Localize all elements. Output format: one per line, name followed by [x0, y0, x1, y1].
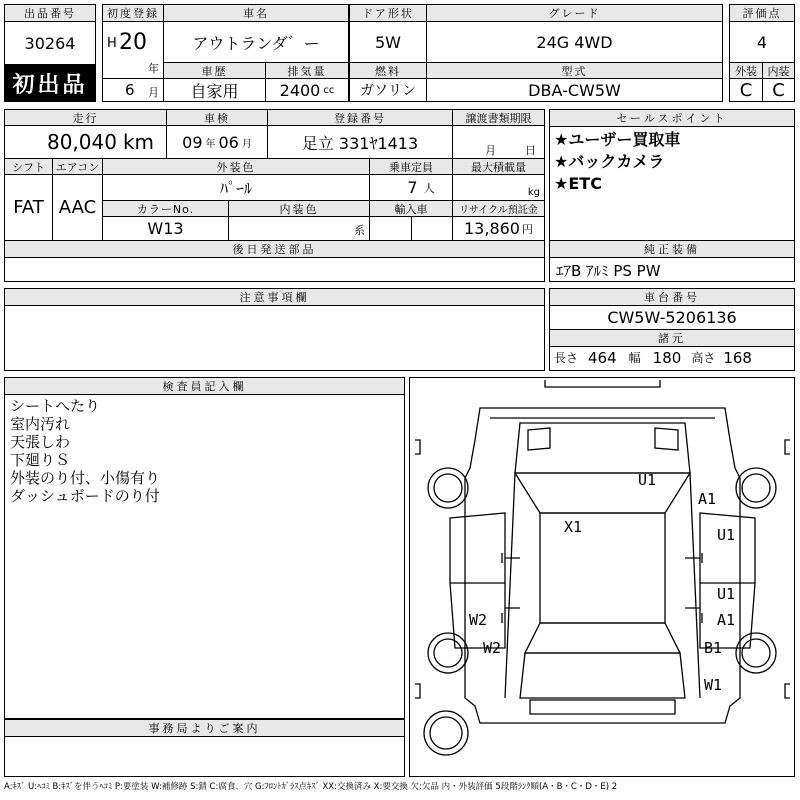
model-code: DBA-CW5W [426, 78, 723, 102]
transfer-deadline: 月 日 [452, 125, 545, 159]
grade: 24G 4WD [426, 21, 723, 63]
shift-label: シフト [4, 158, 53, 175]
displacement: 2400 cc [265, 78, 349, 102]
sales-points-list [550, 127, 794, 197]
sales-point-item: ★バックカメラ [554, 152, 665, 171]
plate-number: 足立 331ﾔ1413 [267, 125, 453, 159]
inspection-label: 車検 [166, 109, 268, 126]
fuel-label: 燃料 [349, 62, 427, 79]
capacity: 7 人 [369, 174, 453, 201]
damage-mark: U1 [717, 585, 736, 603]
history: 自家用 [163, 78, 266, 102]
displacement-label: 排気量 [265, 62, 349, 79]
inspector-label: 検査員記入欄 [5, 378, 404, 395]
door-label: ドア形状 [349, 4, 427, 22]
grade-label: グレード [426, 4, 723, 22]
exterior-color: ﾊﾟｰﾙ [102, 174, 370, 201]
later-parts [4, 240, 545, 282]
shift-type: FAT [4, 174, 53, 241]
genuine-equipment [549, 240, 795, 282]
car-name-label: 車名 [163, 4, 349, 22]
int-grade-label: 内装 [762, 62, 795, 79]
car-outline-drawing [410, 378, 795, 777]
color-no: W13 [102, 216, 229, 241]
exterior-color-label: 外装色 [102, 158, 370, 175]
model-label: 型式 [426, 62, 723, 79]
damage-mark: X1 [564, 518, 583, 536]
damage-mark: U1 [717, 526, 736, 544]
ext-grade-label: 外装 [729, 62, 763, 79]
import-label: 輸入車 [369, 200, 453, 217]
inspector-line: 室内汚れ [10, 415, 71, 433]
specs-label: 諸元 [550, 330, 794, 347]
inspection-date: 09 年 06 月 [166, 125, 268, 159]
inspector-line: 下廻りＳ [10, 451, 71, 469]
score-label: 評価点 [729, 4, 795, 22]
car-name: アウトランダ゛ー [163, 21, 349, 63]
chassis-number: CW5W-5206136 [550, 306, 794, 330]
genuine-label: 純正装備 [550, 241, 794, 258]
plate-label: 登録番号 [267, 109, 453, 126]
interior-color-label: 内装色 [228, 200, 370, 217]
first-reg-month: 6 月 [102, 78, 164, 102]
transfer-label: 譲渡書類期限 [452, 109, 545, 126]
score: 4 [729, 21, 795, 63]
interior-color: 系 [228, 216, 370, 241]
first-reg-label: 初度登録 [102, 4, 164, 22]
int-grade: C [762, 78, 795, 102]
genuine-items: ｴｱB ｱﾙﾐ PS PW [556, 262, 661, 280]
sales-points [549, 109, 795, 241]
first-listing-badge: 初出品 [4, 64, 96, 102]
damage-mark: W2 [483, 639, 502, 657]
chassis-label: 車台番号 [550, 289, 794, 306]
damage-mark: A1 [717, 611, 736, 629]
inspector-line: シートへたり [10, 397, 101, 415]
max-load-label: 最大積載量 [452, 158, 545, 175]
damage-mark: W2 [469, 611, 488, 629]
inspector-line: ダッシュボードのり付 [10, 487, 160, 505]
import-cell-a [369, 216, 412, 241]
ext-grade: C [729, 78, 763, 102]
sales-point-item: ★ユーザー買取車 [554, 130, 681, 149]
specs-values: 長さ 464 幅 180 高さ 168 [554, 349, 752, 367]
office-notice [4, 719, 405, 777]
mileage-label: 走行 [4, 109, 167, 126]
fuel: ガソリン [349, 78, 427, 102]
door-type: 5W [349, 21, 427, 63]
lot-label: 出品番号 [4, 4, 96, 22]
ac-type: AAC [52, 174, 103, 241]
inspector-lines [5, 395, 404, 507]
chassis-specs [549, 288, 795, 371]
damage-mark: A1 [698, 490, 717, 508]
car-diagram [409, 377, 795, 777]
sales-point-item: ★ETC [554, 174, 602, 193]
ac-label: エアコン [52, 158, 103, 175]
sales-points-label: セールスポイント [550, 110, 794, 127]
notes [4, 288, 545, 371]
history-label: 車歴 [163, 62, 266, 79]
later-parts-label: 後日発送部品 [5, 241, 544, 258]
damage-mark: U1 [638, 471, 657, 489]
inspector-line: 天張しわ [10, 433, 71, 451]
color-no-label: カラーNo. [102, 200, 229, 217]
inspector-line: 外装のり付、小傷有り [10, 469, 161, 487]
damage-mark: B1 [704, 639, 723, 657]
import-cell-b [411, 216, 453, 241]
lot-number: 30264 [4, 21, 96, 65]
capacity-label: 乗車定員 [369, 158, 453, 175]
damage-mark: W1 [704, 676, 723, 694]
office-label: 事務局よりご案内 [5, 720, 404, 737]
first-reg-year: H 20 年 [102, 21, 164, 79]
recycle-label: リサイクル預託金 [452, 200, 545, 217]
legend-footer: A:ｷｽﾞ U:ﾍｺﾐ B:ｷｽﾞを伴うﾍｺﾐ P:要塗装 W:補修跡 S:錆 C:腐食、穴 G:ﾌﾛﾝﾄｶﾞﾗｽ点ｷｽﾞ XX:交換済み X:要交換 欠:欠品 内・外装評価 5段階ﾗﾝｸ順(A・B・C・D・E) 2 [4, 782, 618, 792]
mileage: 80,040 km [4, 125, 167, 159]
recycle-fee: 13,860 円 [452, 216, 545, 241]
max-load: kg [452, 174, 545, 201]
notes-label: 注意事項欄 [5, 289, 544, 306]
inspector-notes [4, 377, 405, 719]
